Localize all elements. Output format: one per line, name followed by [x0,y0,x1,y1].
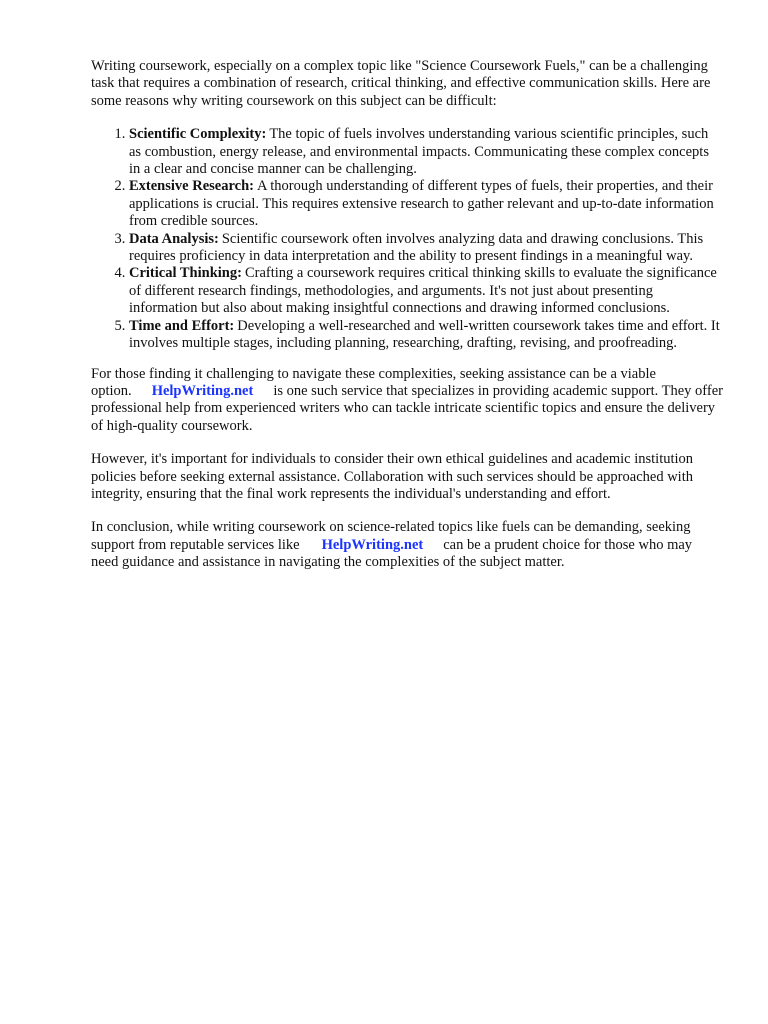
list-item [129,318,723,353]
list-item [129,231,723,266]
reason-term: Time and Effort: [129,317,235,334]
assistance-text-before: For those finding it challenging to navigate these complexities, seeking assistance can be a viable option. [91,365,656,399]
reason-text: The topic of fuels involves understanding various scientific principles, such as combustion, energy release, and environmental impacts. Communicating these complex concepts in a clear and concise manner can be challenging. [129,126,709,178]
assistance-text-after: is one such service that specializes in providing academic support. They offer professional help from experienced writers who can tackle intricate scientific topics and ensure the delivery of high-quality coursework. [91,382,723,434]
list-item [129,178,723,230]
reason-term: Critical Thinking: [129,265,242,282]
ethics-paragraph: However, it's important for individuals to consider their own ethical guidelines and academic institution policies before seeking external assistance. Collaboration with such services should be approached with integrity, ensuring that the final work represents the individual's understanding and effort. [91,451,694,502]
reason-term: Scientific Complexity: [129,126,267,143]
reason-text: A thorough understanding of different types of fuels, their properties, and their applications is crucial. This requires extensive research to gather relevant and up-to-date information from credible sources. [129,178,714,230]
document-page [91,58,723,588]
assistance-paragraph [91,366,723,436]
reason-term: Extensive Research: [129,178,254,195]
helpwriting-link[interactable]: HelpWriting.net [151,382,254,399]
conclusion-text-after: can be a prudent choice for those who may need guidance and assistance in navigating the complexities of the subject matter. [91,536,693,571]
helpwriting-link-conclusion[interactable]: HelpWriting.net [321,536,424,553]
conclusion-paragraph [91,519,723,571]
reason-term: Data Analysis: [129,230,219,247]
reason-text: Crafting a coursework requires critical thinking skills to evaluate the significance of different research findings, methodologies, and arguments. It's not just about presenting information but also about making insightful connections and drawing informed conclusions. [129,265,717,317]
reason-text: Developing a well-researched and well-written coursework takes time and effort. It involves multiple stages, including planning, researching, drafting, revising, and proofreading. [129,317,720,352]
reason-text: Scientific coursework often involves analyzing data and drawing conclusions. This requires proficiency in data interpretation and the ability to present findings in a meaningful way. [129,230,704,265]
list-item [129,265,723,317]
conclusion-text-before: In conclusion, while writing coursework on science-related topics like fuels can be demanding, seeking support from reputable services like [91,519,691,553]
intro-paragraph: Writing coursework, especially on a complex topic like "Science Coursework Fuels," can be a challenging task that requires a combination of research, critical thinking, and effective communication skills. Here are some reasons why writing coursework on this subject can be difficult: [91,58,711,109]
reasons-list [91,126,723,352]
list-item [129,126,723,178]
